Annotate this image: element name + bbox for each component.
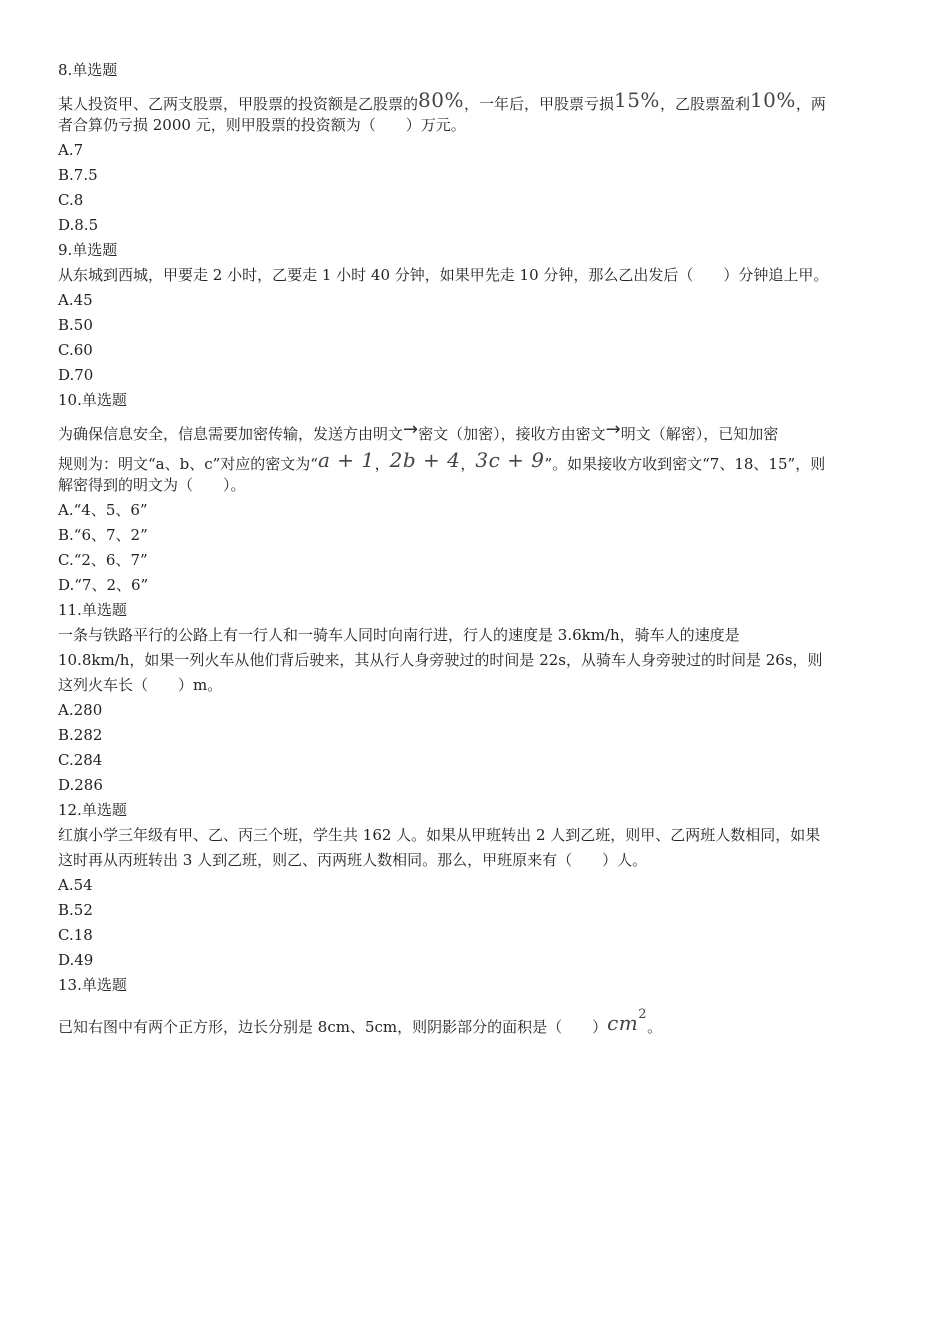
stem-text: ，乙股票盈利 xyxy=(659,95,750,113)
question-header: 9.单选题 xyxy=(58,241,118,259)
question-9 xyxy=(58,238,898,388)
question-stem xyxy=(58,443,898,473)
unit-text: cm xyxy=(607,1011,639,1035)
option-d[interactable]: D.70 xyxy=(58,366,94,384)
option-a[interactable]: A.280 xyxy=(58,701,103,719)
option-c[interactable]: C.“2、6、7” xyxy=(58,551,148,569)
math-unit-cm xyxy=(607,1007,648,1035)
option-b[interactable]: B.50 xyxy=(58,316,93,334)
question-stem-line: 从东城到西城，甲要走 2 小时，乙要走 1 小时 40 分钟，如果甲先走 10 分钟，那么乙出发后（ ）分钟追上甲。 xyxy=(58,266,829,284)
option-d[interactable]: D.49 xyxy=(58,951,94,969)
stem-text: 某人投资甲、乙两支股票，甲股票的投资额是乙股票的 xyxy=(58,95,419,113)
question-stem-line: 者合算仍亏损 2000 元，则甲股票的投资额为（ ）万元。 xyxy=(58,116,466,134)
option-c[interactable]: C.8 xyxy=(58,191,84,209)
separator: ， xyxy=(374,455,390,473)
stem-text: ，两 xyxy=(795,95,826,113)
arrow-right-icon: → xyxy=(403,419,419,440)
option-d[interactable]: D.8.5 xyxy=(58,216,99,234)
math-80-percent: 80% xyxy=(418,88,464,112)
question-10 xyxy=(58,388,898,598)
question-header: 12.单选题 xyxy=(58,801,127,819)
stem-text: 密文（加密），接收方由密文 xyxy=(418,425,606,443)
math-3c-plus-9: 3c + 9 xyxy=(475,448,545,472)
option-a[interactable]: A.“4、5、6” xyxy=(58,501,148,519)
unit-exponent: 2 xyxy=(638,1007,648,1022)
stem-text: 明文（解密），已知加密 xyxy=(620,425,779,443)
separator: ， xyxy=(460,455,476,473)
option-b[interactable]: B.“6、7、2” xyxy=(58,526,148,544)
option-b[interactable]: B.7.5 xyxy=(58,166,98,184)
math-a-plus-1: a + 1 xyxy=(317,448,375,472)
question-page xyxy=(58,58,898,1036)
option-c[interactable]: C.60 xyxy=(58,341,93,359)
question-stem-line: 一条与铁路平行的公路上有一行人和一骑车人同时向南行进，行人的速度是 3.6km/h，骑车人的速度是 xyxy=(58,626,740,644)
option-c[interactable]: C.284 xyxy=(58,751,103,769)
question-header: 11.单选题 xyxy=(58,601,127,619)
question-11 xyxy=(58,598,898,798)
question-13 xyxy=(58,973,898,1036)
option-c[interactable]: C.18 xyxy=(58,926,93,944)
question-header: 10.单选题 xyxy=(58,391,127,409)
question-stem xyxy=(58,83,898,113)
arrow-right-icon: → xyxy=(605,419,621,440)
option-b[interactable]: B.282 xyxy=(58,726,103,744)
option-b[interactable]: B.52 xyxy=(58,901,93,919)
question-header: 13.单选题 xyxy=(58,976,127,994)
math-15-percent: 15% xyxy=(613,88,660,112)
question-stem-line: 这时再从丙班转出 3 人到乙班，则乙、丙两班人数相同。那么，甲班原来有（ ）人。 xyxy=(58,851,648,869)
option-a[interactable]: A.45 xyxy=(58,291,93,309)
question-stem-line: 这列火车长（ ）m。 xyxy=(58,676,223,694)
question-stem-line: 10.8km/h，如果一列火车从他们背后驶来，其从行人身旁驶过的时间是 22s，从骑车人身旁驶过的时间是 26s，则 xyxy=(58,651,823,669)
question-header: 8.单选题 xyxy=(58,61,118,79)
stem-text: ”。如果接收方收到密文“7、18、15”，则 xyxy=(544,455,826,473)
option-d[interactable]: D.286 xyxy=(58,776,103,794)
math-2b-plus-4: 2b + 4 xyxy=(389,448,461,472)
question-stem-line: 红旗小学三年级有甲、乙、丙三个班，学生共 162 人。如果从甲班转出 2 人到乙班，则甲、乙两班人数相同，如果 xyxy=(58,826,821,844)
question-12 xyxy=(58,798,898,973)
question-stem-line: 解密得到的明文为（ ）。 xyxy=(58,476,246,494)
option-a[interactable]: A.7 xyxy=(58,141,84,159)
question-stem xyxy=(58,413,898,443)
stem-text: 。 xyxy=(647,1018,663,1036)
stem-text: 规则为：明文“a、b、c”对应的密文为“ xyxy=(58,455,318,473)
option-a[interactable]: A.54 xyxy=(58,876,93,894)
question-8 xyxy=(58,58,898,238)
math-10-percent: 10% xyxy=(749,88,796,112)
stem-text: 为确保信息安全，信息需要加密传输，发送方由明文 xyxy=(58,425,404,443)
stem-text: ，一年后，甲股票亏损 xyxy=(463,95,614,113)
question-stem xyxy=(58,998,898,1036)
option-d[interactable]: D.“7、2、6” xyxy=(58,576,149,594)
stem-text: 已知右图中有两个正方形，边长分别是 8cm、5cm，则阴影部分的面积是（ ） xyxy=(58,1018,608,1036)
